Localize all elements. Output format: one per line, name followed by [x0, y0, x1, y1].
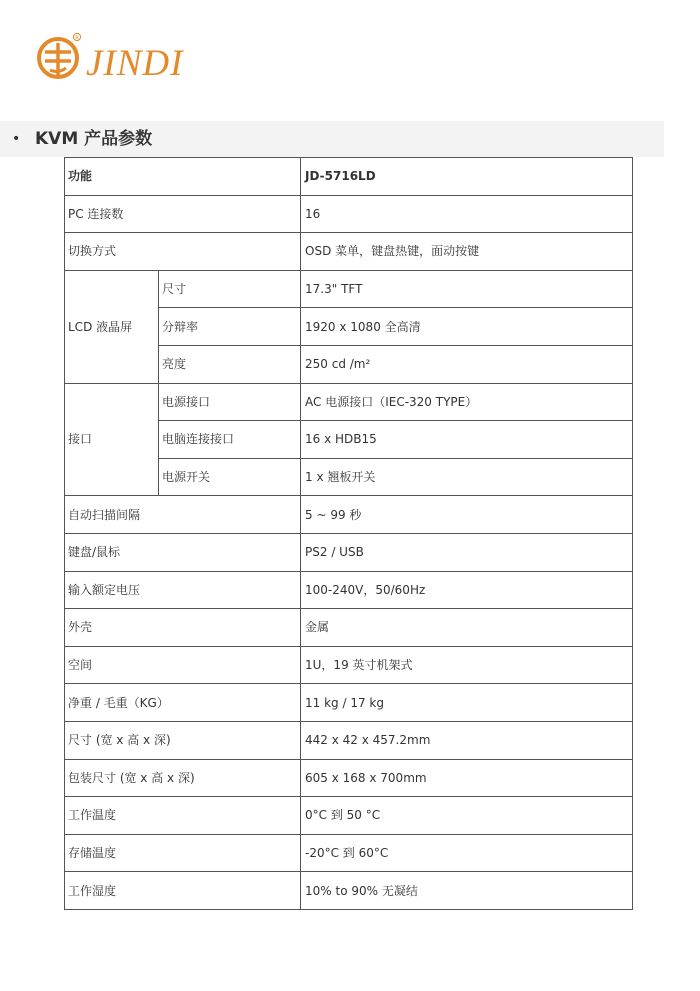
row-label: 工作温度: [65, 797, 301, 835]
logo-wordmark: JINDI: [86, 43, 184, 84]
table-row: [65, 383, 633, 421]
row-label: 尺寸 (宽 x 高 x 深): [65, 721, 301, 759]
row-value: 10% to 90% 无凝结: [301, 872, 633, 910]
row-label: 键盘/鼠标: [65, 533, 301, 571]
row-value: 250 cd /m²: [301, 345, 633, 383]
row-value: 16: [301, 195, 633, 233]
row-label: 切换方式: [65, 233, 301, 271]
row-value: OSD 菜单，键盘热键，面动按键: [301, 233, 633, 271]
header-model: JD-5716LD: [301, 158, 633, 196]
row-value: 11 kg / 17 kg: [301, 684, 633, 722]
table-row: [65, 195, 633, 233]
group-label: LCD 液晶屏: [65, 270, 159, 383]
row-value: 16 x HDB15: [301, 421, 633, 459]
sub-label: 电源开关: [159, 458, 301, 496]
row-value: 1 x 翘板开关: [301, 458, 633, 496]
row-value: 1U，19 英寸机架式: [301, 646, 633, 684]
row-value: 605 x 168 x 700mm: [301, 759, 633, 797]
table-row: [65, 609, 633, 647]
jindi-logo-icon: [36, 30, 84, 80]
table-row: [65, 233, 633, 271]
sub-label: 亮度: [159, 345, 301, 383]
table-row: [65, 646, 633, 684]
table-row: [65, 759, 633, 797]
bullet-icon: •: [12, 131, 21, 147]
row-label: 工作湿度: [65, 872, 301, 910]
row-value: 5 ~ 99 秒: [301, 496, 633, 534]
table-row: [65, 834, 633, 872]
row-label: 输入额定电压: [65, 571, 301, 609]
row-value: 1920 x 1080 全高清: [301, 308, 633, 346]
row-value: 17.3" TFT: [301, 270, 633, 308]
row-value: PS2 / USB: [301, 533, 633, 571]
header-label: 功能: [65, 158, 301, 196]
row-label: 外壳: [65, 609, 301, 647]
row-label: 自动扫描间隔: [65, 496, 301, 534]
table-row: [65, 571, 633, 609]
table-row: [65, 721, 633, 759]
row-label: 空间: [65, 646, 301, 684]
table-row: [65, 496, 633, 534]
table-header-row: [65, 158, 633, 196]
sub-label: 电脑连接接口: [159, 421, 301, 459]
sub-label: 尺寸: [159, 270, 301, 308]
table-row: [65, 533, 633, 571]
table-row: [65, 797, 633, 835]
sub-label: 电源接口: [159, 383, 301, 421]
group-label: 接口: [65, 383, 159, 496]
row-label: 净重 / 毛重（KG）: [65, 684, 301, 722]
table-row: [65, 270, 633, 308]
row-value: -20°C 到 60°C: [301, 834, 633, 872]
company-logo: [36, 30, 236, 86]
section-title: KVM 产品参数: [35, 129, 153, 149]
row-label: 存储温度: [65, 834, 301, 872]
svg-text:R: R: [75, 35, 79, 42]
table-row: [65, 872, 633, 910]
table-row: [65, 684, 633, 722]
row-value: 442 x 42 x 457.2mm: [301, 721, 633, 759]
spec-table: [64, 157, 633, 910]
row-value: 100-240V，50/60Hz: [301, 571, 633, 609]
row-label: PC 连接数: [65, 195, 301, 233]
row-value: 0°C 到 50 °C: [301, 797, 633, 835]
row-label: 包装尺寸 (宽 x 高 x 深): [65, 759, 301, 797]
row-value: AC 电源接口（IEC-320 TYPE）: [301, 383, 633, 421]
row-value: 金属: [301, 609, 633, 647]
sub-label: 分辩率: [159, 308, 301, 346]
section-header: [0, 121, 664, 157]
